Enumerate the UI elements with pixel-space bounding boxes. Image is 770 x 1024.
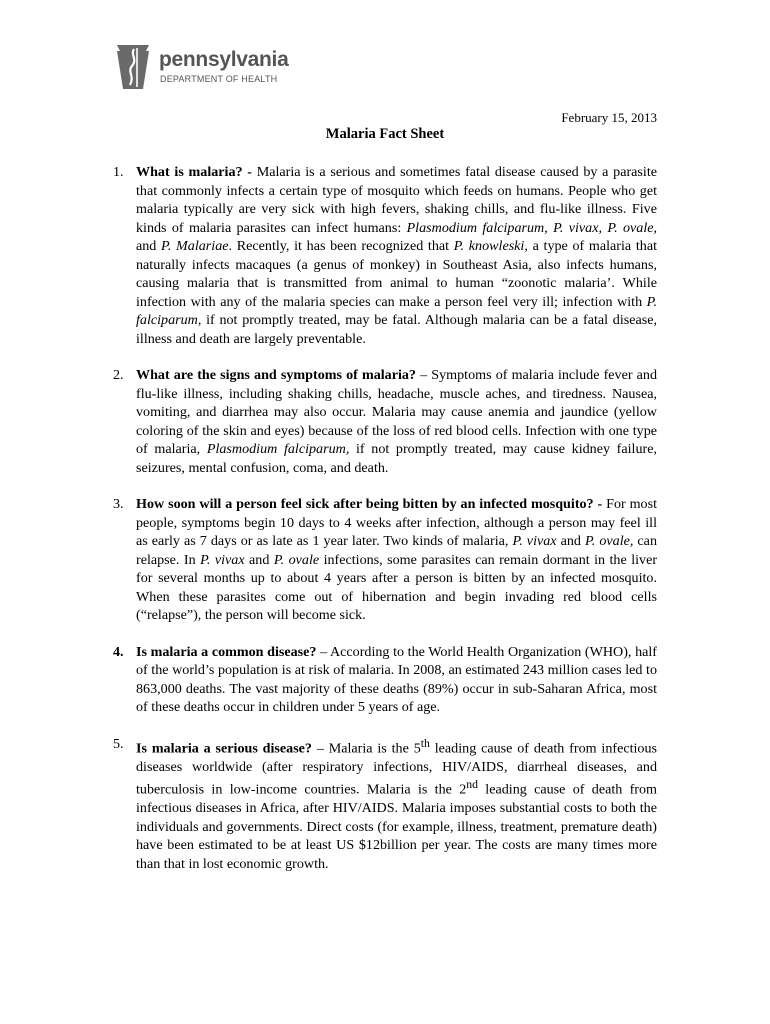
- item-question: What are the signs and symptoms of malaria?: [136, 367, 416, 383]
- ordinal-suffix: th: [420, 736, 430, 750]
- item-text: leading cause of death from infectious diseases worldwide (after respiratory infections, HIV/AIDS, diarrheal diseases, and tuberculosis in low-income countries. Malaria is the 2: [136, 740, 658, 798]
- item-text: – According to the World Health Organization (WHO), half of the world’s population is at risk of malaria. In 2008, an estimated 243 million cases led to 863,000 deaths. The vast majority of these deaths (89%) occur in sub-Saharan Africa, most of these deaths occur in children under 5 years of age.: [136, 643, 657, 715]
- item-number: 1.: [113, 164, 124, 180]
- list-item-1: [113, 163, 657, 348]
- species-name: , Plasmodium falciparum,: [196, 441, 350, 457]
- item-question: Is malaria a common disease?: [136, 643, 317, 660]
- species-name: P. vivax: [512, 533, 557, 549]
- item-question: How soon will a person feel sick after being bitten by an infected mosquito? -: [136, 496, 603, 512]
- item-text: . Recently, it has been recognized that: [228, 238, 454, 254]
- species-name: P. ovale: [273, 551, 320, 568]
- item-text: , a type of malaria that naturally infects macaques (a genus of monkey) in Southeast Asia, also infects humans, causing malaria that is transmitted from animal to human “zoonotic malaria’. While infection with any of the malaria species can make a person feel very ill; infection with: [136, 238, 657, 310]
- species-name: P. Malariae: [161, 238, 229, 254]
- fact-list: [113, 163, 657, 891]
- ordinal-suffix: nd: [466, 778, 478, 792]
- item-text: can relapse. In: [136, 533, 657, 568]
- list-item-2: [113, 366, 657, 477]
- item-text: and: [244, 551, 274, 568]
- item-number: 5.: [113, 735, 124, 752]
- item-question: Is malaria a serious disease?: [136, 740, 312, 757]
- item-question: What is malaria? -: [136, 164, 252, 180]
- list-item-5: [113, 735, 657, 874]
- page-title: Malaria Fact Sheet: [325, 126, 445, 142]
- item-text: Malaria is a serious and sometimes fatal disease caused by a parasite that commonly infects a certain type of mosquito which feeds on humans. People who get malaria typically are very sick with high fevers, shaking chills, and flu-like illness. Five kinds of malaria parasites can infect humans:: [136, 164, 657, 236]
- item-text: and: [136, 238, 162, 254]
- item-number: 3.: [113, 496, 124, 512]
- item-number: 4.: [113, 643, 124, 660]
- item-text: For most people, symptoms begin 10 days to 4 weeks after infection, although a person may feel ill as early as 7 days or as late as 1 year later. Two kinds of malaria,: [136, 496, 657, 549]
- species-name: P. vivax: [200, 551, 245, 568]
- pennsylvania-health-logo: [113, 43, 293, 93]
- species-name: P. knowleski: [453, 238, 525, 254]
- item-number: 2.: [113, 367, 124, 383]
- item-text: and: [556, 533, 585, 549]
- item-text: infections, some parasites can remain dormant in the liver for several months up to about 4 years after a person is bitten by an infected mosquito. When these parasites come out of hibernation and begin invading red blood cells (“relapse”), the person will become sick.: [136, 551, 658, 623]
- item-text: if not promptly treated, may cause kidney failure, seizures, mental confusion, coma, and death.: [136, 441, 657, 476]
- keystone-logo-icon: [113, 43, 153, 91]
- item-text: leading cause of death from infectious diseases in Africa, after HIV/AIDS. Malaria imposes substantial costs to both the individuals and governments. Direct costs (for example, illness, treatment, premature death) have been estimated to be at least US $12billion per year. The costs are many times more than that in lost economic growth.: [136, 781, 657, 872]
- logo-name: pennsylvania: [159, 48, 289, 71]
- species-name: Plasmodium falciparum, P. vivax, P. ovale,: [406, 219, 658, 236]
- document-date: February 15, 2013: [561, 110, 657, 125]
- species-name: P. falciparum: [136, 293, 657, 328]
- list-item-4: [113, 643, 657, 717]
- species-name: P. ovale,: [584, 533, 634, 549]
- item-text: , if not promptly treated, may be fatal. Although malaria can be a fatal disease, illness and death are largely preventable.: [136, 312, 657, 347]
- item-text: – Symptoms of malaria include fever and flu-like illness, including shaking chills, headache, muscle aches, and tiredness. Nausea, vomiting, and diarrhea may also occur. Malaria may cause anemia and jaundice (yellow coloring of the skin and eyes) because of the loss of red blood cells. Infection with one type of malaria: [136, 367, 657, 457]
- logo-department: DEPARTMENT OF HEALTH: [160, 74, 278, 84]
- item-text: – Malaria is the 5: [311, 740, 421, 757]
- list-item-3: [113, 495, 657, 625]
